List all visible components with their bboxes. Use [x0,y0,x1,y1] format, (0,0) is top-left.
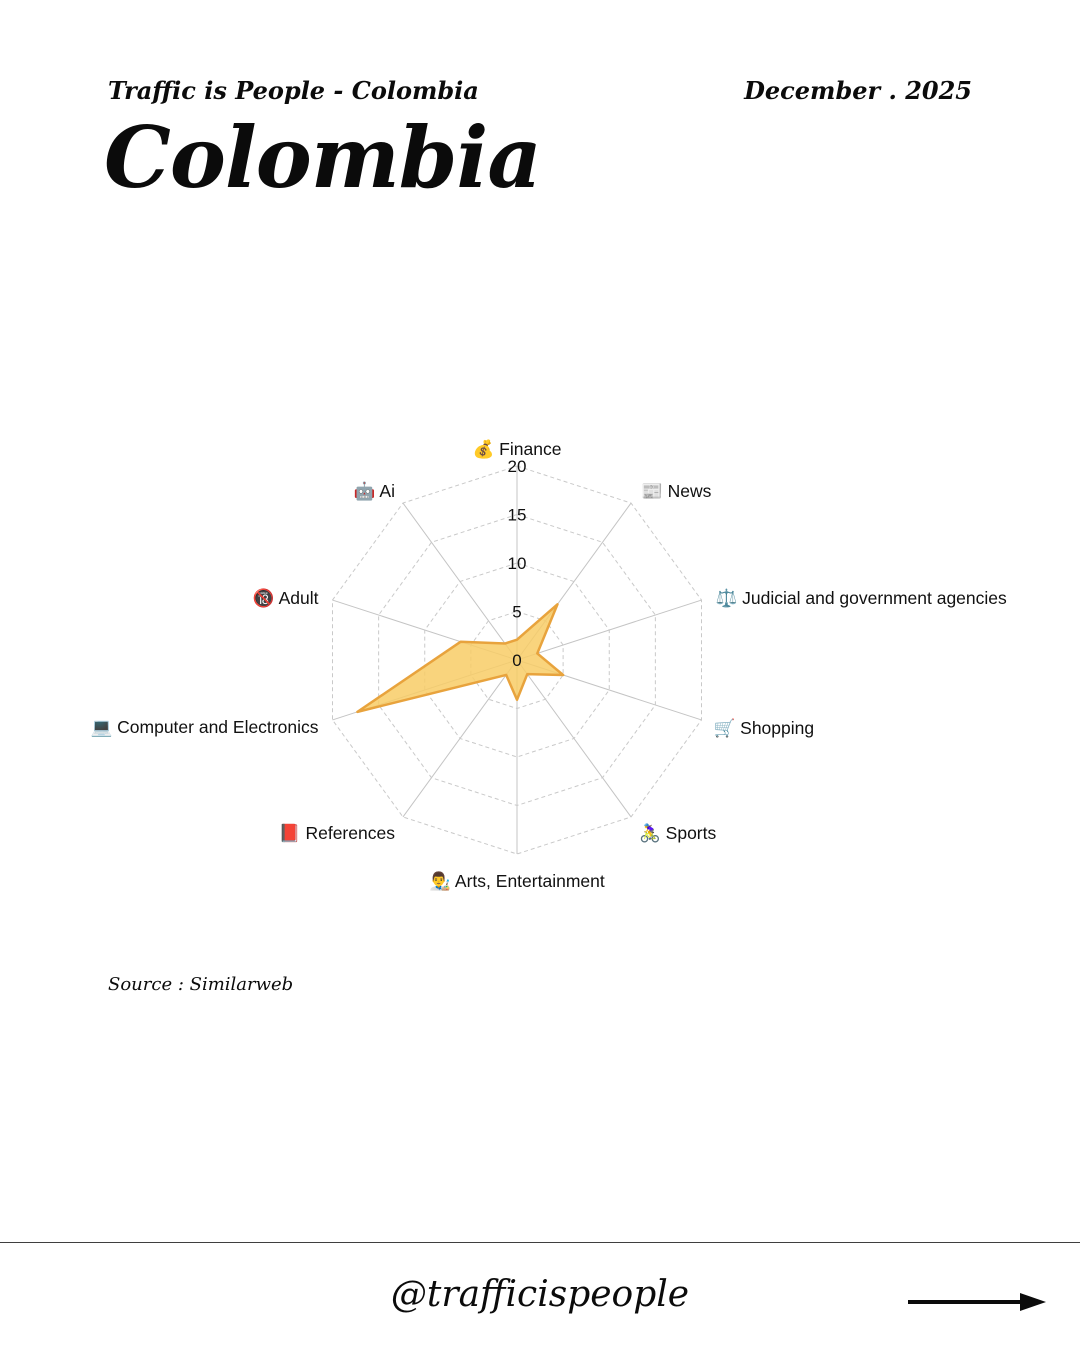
radial-tick-15: 15 [507,505,527,525]
radar-series-polygon [357,604,563,712]
axis-label-ai: 🤖 Ai [353,481,395,502]
arrow-head [1020,1293,1046,1311]
axis-label-sports: 🚴‍♀️ Sports [639,822,717,843]
page-title: Colombia [104,108,541,207]
radial-tick-10: 10 [507,554,527,573]
axis-label-adult: 🔞 Adult [252,588,319,609]
axis-label-judicial-and-government-agencies: ⚖️ Judicial and government agencies [715,588,1007,609]
radial-tick-0: 0 [512,651,522,670]
axis-label-shopping: 🛒 Shopping [713,717,815,738]
page-header-brand: Traffic is People - Colombia [108,76,479,105]
radial-tick-5: 5 [512,602,522,622]
footer-handle: @trafficispeople [390,1274,690,1315]
source-note: Source : Similarweb [108,974,294,995]
arrow-right-icon [906,1289,1046,1315]
radial-tick-20: 20 [507,457,527,476]
footer-divider [0,1242,1080,1243]
axis-label-arts-entertainment: 👨‍🎨 Arts, Entertainment [429,871,605,891]
axis-label-finance: 💰 Finance [472,439,562,459]
page-header-date: December . 2025 [744,76,972,105]
axis-label-news: 📰 News [641,481,712,502]
axis-label-references: 📕 References [278,822,395,843]
axis-label-computer-and-electronics: 💻 Computer and Electronics [90,716,319,737]
